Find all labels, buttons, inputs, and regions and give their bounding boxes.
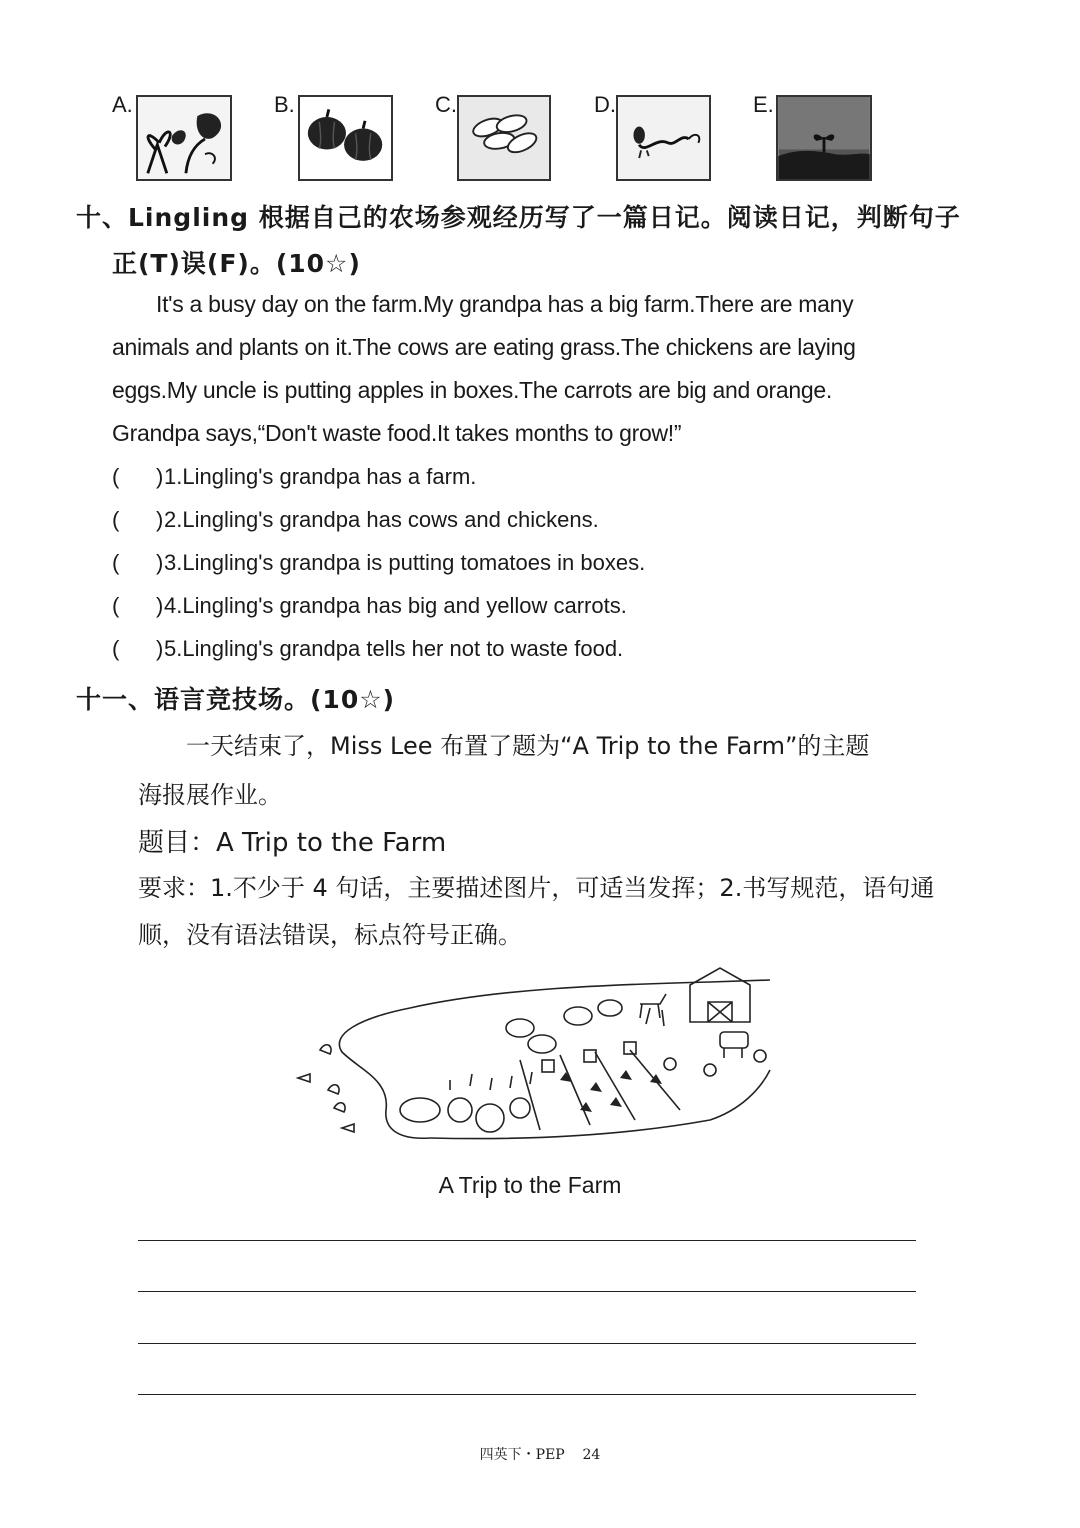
answer-paren[interactable]: ( ) [112, 550, 164, 575]
answer-paren[interactable]: ( ) [112, 636, 164, 661]
section-10-title-line2: 正(T)误(F)。(10☆) [112, 249, 361, 278]
statement-1: 1.Lingling's grandpa has a farm. [164, 464, 477, 489]
passage-line-2: animals and plants on it.The cows are eating grass.The chickens are laying [112, 334, 856, 360]
section-11-title: 十一、语言竞技场。(10☆) [76, 685, 396, 714]
writing-line[interactable] [138, 1394, 916, 1395]
option-d-label: D. [594, 92, 616, 117]
statement-row [112, 464, 476, 490]
option-d-picture [616, 95, 711, 181]
writing-line[interactable] [138, 1343, 916, 1344]
requirements-line-1: 要求：1.不少于 4 句话，主要描述图片，可适当发挥；2.书写规范，语句通 [138, 874, 935, 902]
farm-scene-icon [290, 960, 780, 1150]
seedling-in-soil-icon [778, 97, 870, 179]
option-a-picture [136, 95, 232, 181]
passage-line-1: It's a busy day on the farm.My grandpa has a big farm.There are many [156, 291, 854, 317]
pumpkins-icon [300, 97, 391, 179]
seeds-icon [459, 97, 549, 179]
intro-line-2: 海报展作业。 [138, 781, 282, 809]
passage-line-3: eggs.My uncle is putting apples in boxes.The carrots are big and orange. [112, 377, 832, 403]
option-c-picture [457, 95, 551, 181]
statement-4: 4.Lingling's grandpa has big and yellow carrots. [164, 593, 627, 618]
option-a-label: A. [112, 92, 133, 117]
statement-3: 3.Lingling's grandpa is putting tomatoes in boxes. [164, 550, 646, 575]
statement-2: 2.Lingling's grandpa has cows and chickens. [164, 507, 599, 532]
passage-line-4: Grandpa says,“Don't waste food.It takes months to grow!” [112, 420, 682, 446]
statement-row [112, 636, 623, 662]
requirements-line-2: 顺，没有语法错误，标点符号正确。 [138, 921, 522, 949]
statement-row [112, 550, 645, 576]
intro-line-1: 一天结束了，Miss Lee 布置了题为“A Trip to the Farm”的主题 [186, 732, 870, 760]
section-10-title: 十、Lingling 根据自己的农场参观经历写了一篇日记。阅读日记，判断句子 [76, 203, 961, 232]
option-e-label: E. [753, 92, 774, 117]
writing-line[interactable] [138, 1291, 916, 1292]
option-e-picture [776, 95, 872, 181]
option-b-label: B. [274, 92, 295, 117]
farm-illustration [290, 960, 780, 1150]
statement-row [112, 507, 599, 533]
answer-paren[interactable]: ( ) [112, 464, 164, 489]
answer-paren[interactable]: ( ) [112, 593, 164, 618]
sprouting-seed-icon [618, 97, 709, 179]
topic: 题目：A Trip to the Farm [138, 828, 447, 858]
statement-row [112, 593, 627, 619]
vine-plant-icon [138, 97, 230, 179]
answer-paren[interactable]: ( ) [112, 507, 164, 532]
option-b-picture [298, 95, 393, 181]
statement-5: 5.Lingling's grandpa tells her not to waste food. [164, 636, 624, 661]
page-footer: 四英下・PEP 24 [479, 1447, 601, 1463]
option-c-label: C. [435, 92, 457, 117]
illustration-caption: A Trip to the Farm [438, 1172, 622, 1198]
writing-line[interactable] [138, 1240, 916, 1241]
